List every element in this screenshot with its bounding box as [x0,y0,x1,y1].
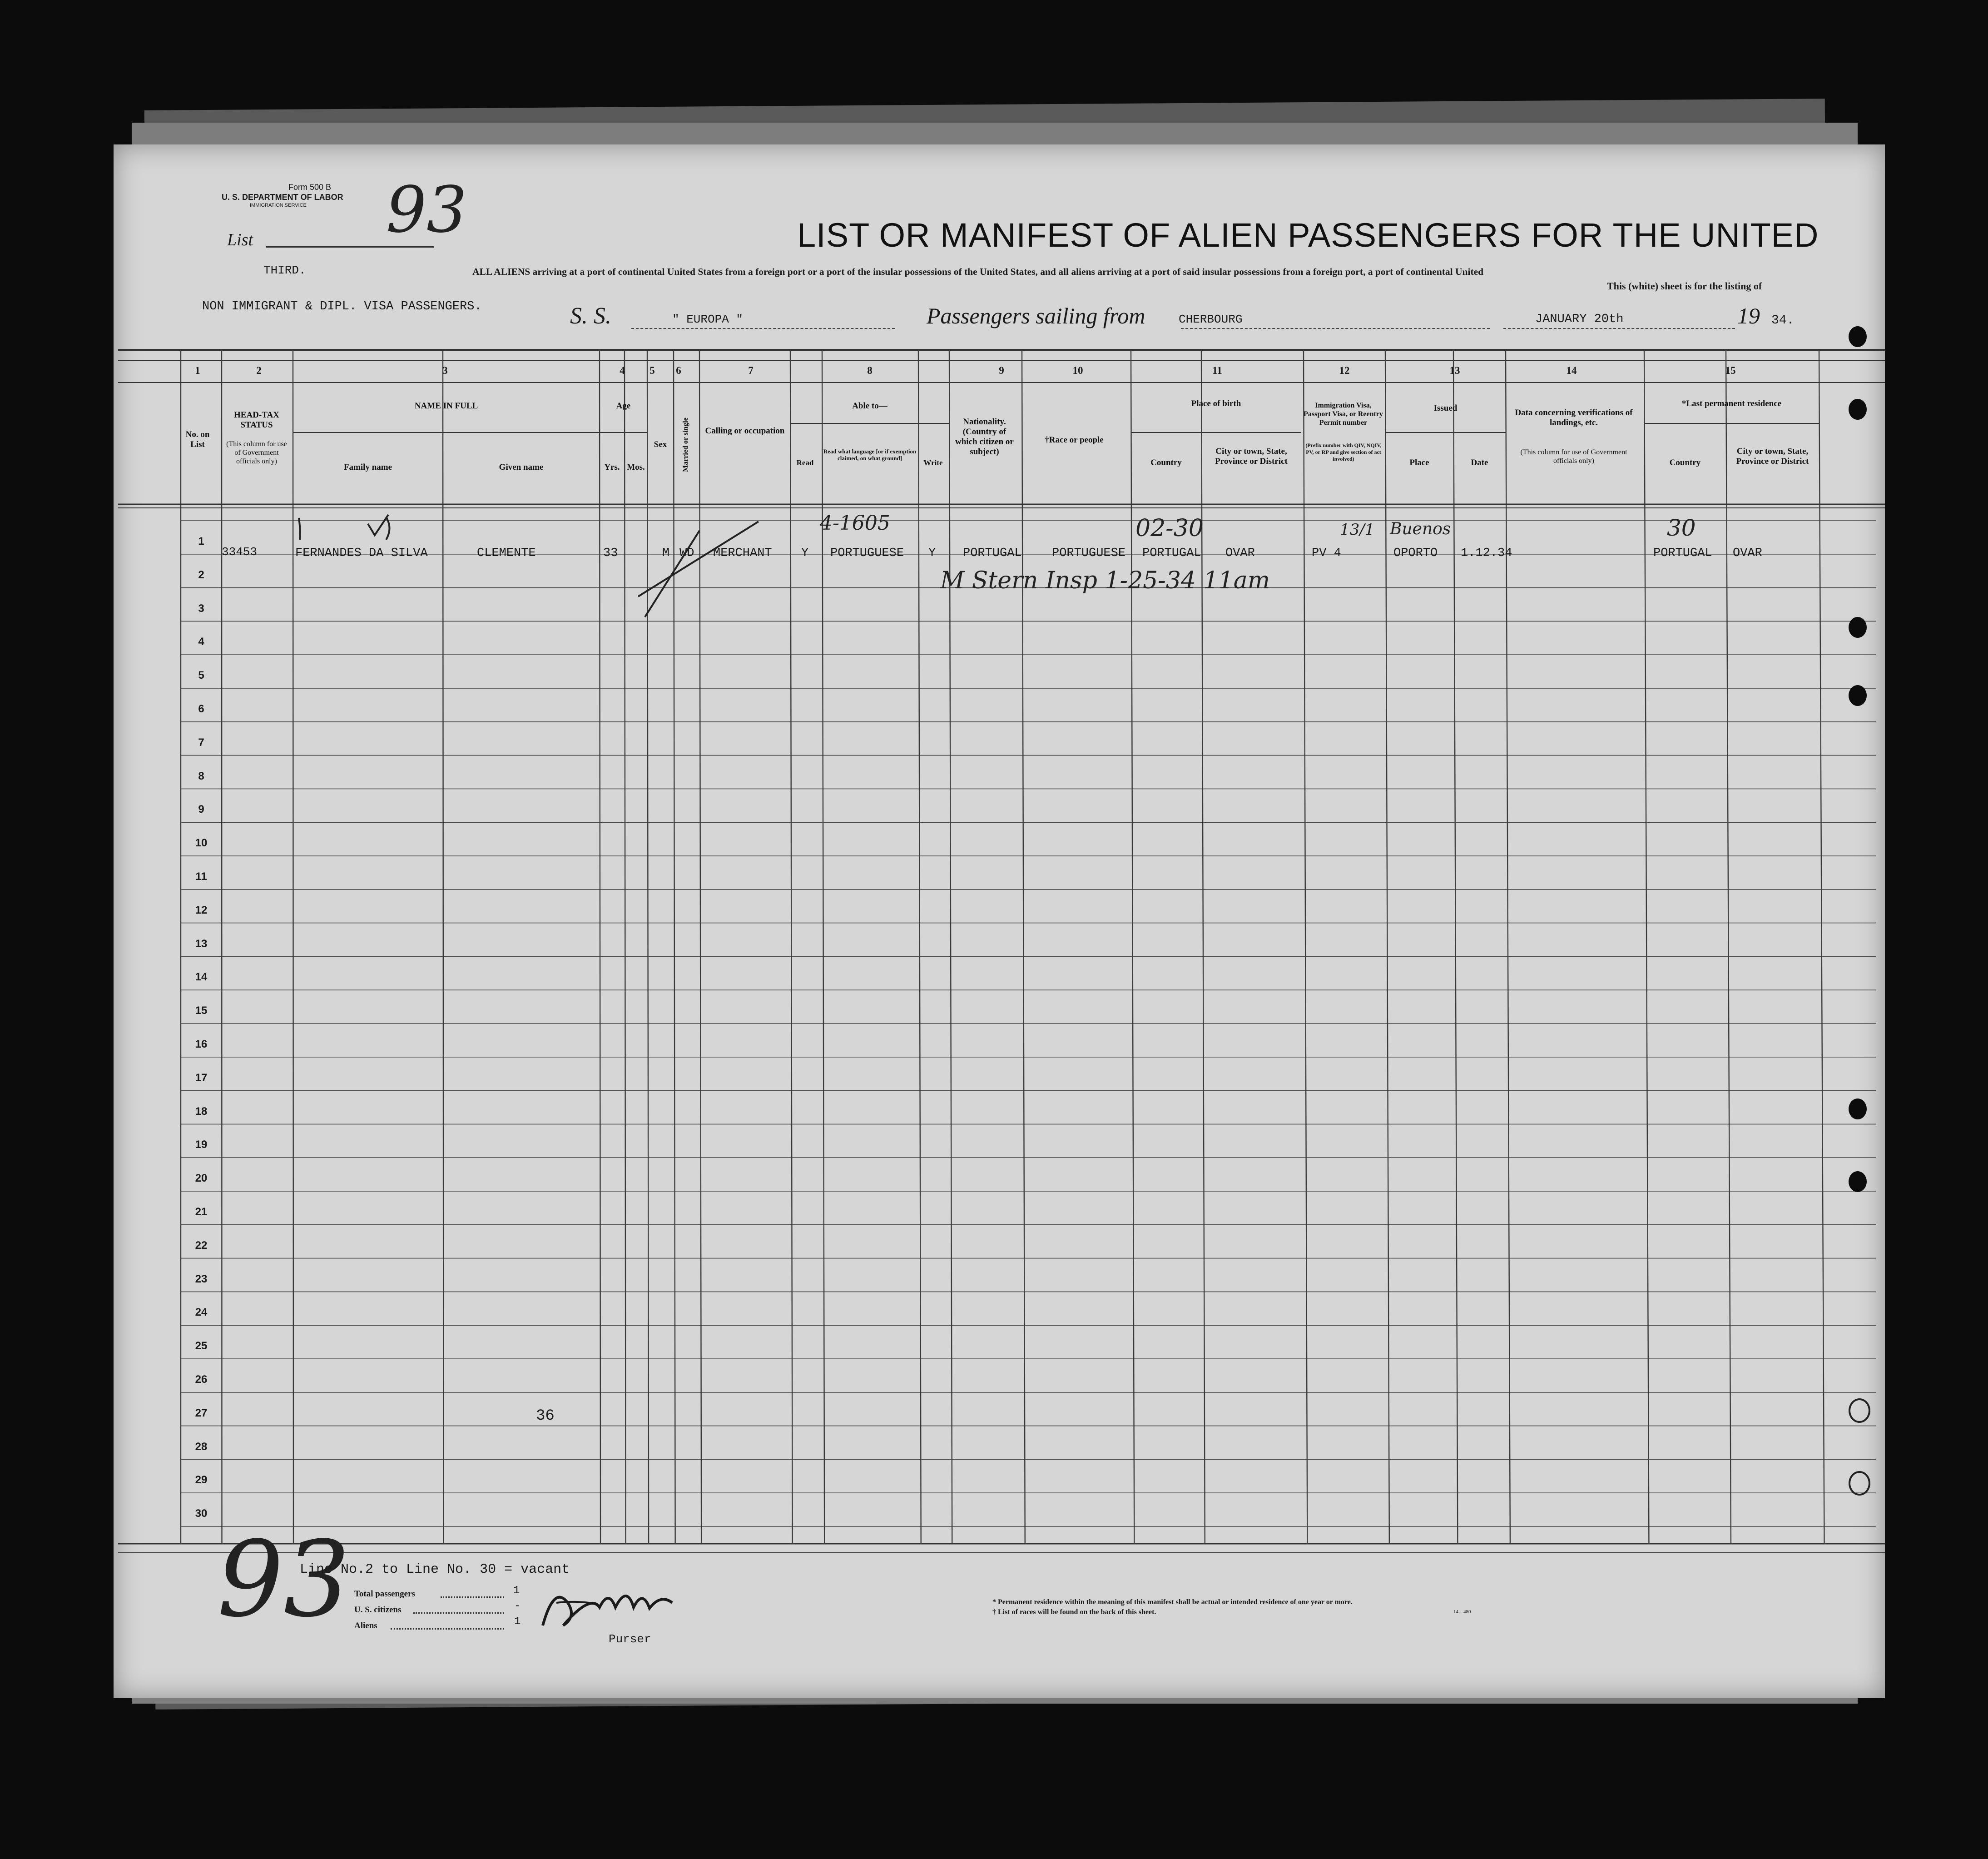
class-label: THIRD. [263,263,306,277]
header-name-in-full: NAME IN FULL [414,401,478,411]
col-number: 1 [195,365,200,376]
read-annotation: 4-1605 [820,512,890,535]
races-footnote: † List of races will be found on the back of this sheet. [992,1608,1156,1616]
header-landing-note: (This column for use of Government officials only) [1520,448,1627,465]
row-number: 13 [195,937,208,950]
row-number: 2 [198,568,204,581]
row-number: 1 [198,535,204,547]
row-number: 20 [195,1172,208,1185]
row-number: 10 [195,837,208,850]
header-age: Age [616,401,631,411]
total-passengers-label: Total passengers [354,1589,415,1599]
total-dots [441,1596,504,1598]
aliens-dots [391,1628,504,1630]
row-number: 21 [195,1206,208,1218]
passenger-read: Y [801,547,809,560]
col-number: 5 [649,365,655,376]
service-label: IMMIGRATION SERVICE [250,203,307,208]
header-given-name: Given name [499,462,544,472]
passenger-given-name: CLEMENTE [477,547,536,560]
header-age-mos: Mos. [627,462,645,472]
row-number: 17 [195,1071,208,1084]
row-number: 26 [195,1373,208,1386]
row-number: 24 [195,1306,208,1319]
header-last-residence: *Last permanent residence [1681,399,1782,408]
passenger-married: WD [679,547,694,560]
departure-date: JANUARY 20th [1535,313,1624,326]
citizens-dots [413,1612,504,1614]
col-number: 9 [999,365,1004,376]
row-number: 16 [195,1038,208,1050]
row-number: 23 [195,1272,208,1285]
passenger-occupation: MERCHANT [713,547,772,560]
col-number: 6 [676,365,681,376]
passenger-issued-date: 1.12.34 [1461,547,1512,560]
row-number: 6 [198,703,204,715]
col-number: 7 [748,365,754,376]
passenger-family-name: FERNANDES DA SILVA [295,547,428,560]
header-issued-date: Date [1471,458,1488,467]
passenger-head-tax: 33453 [222,545,258,559]
departure-port: CHERBOURG [1179,313,1243,326]
page-number: 36 [536,1407,555,1425]
year-prefix: 19 [1737,303,1760,328]
vacant-line-note: Line No.2 to Line No. 30 = vacant [300,1562,570,1577]
header-landing-data: Data concerning verifications of landings, etc. [1515,408,1633,427]
total-passengers-value: 1 [513,1585,520,1597]
col-number: 3 [442,365,448,376]
header-place-of-birth: Place of birth [1191,399,1241,408]
row-number: 27 [195,1407,208,1419]
row-number: 30 [195,1507,208,1520]
form-number: Form 500 B [288,183,332,192]
row-number: 22 [195,1239,208,1252]
inspector-note: M Stern Insp 1-25-34 11am [940,567,1270,594]
us-citizens-label: U. S. citizens [354,1605,402,1615]
binder-hole [1849,1171,1867,1192]
row-number: 11 [195,870,207,883]
residence-annotation: 30 [1667,515,1696,541]
passenger-age-yrs: 33 [603,547,618,560]
col-number: 15 [1725,365,1736,376]
row-number: 5 [198,669,204,682]
passenger-res-country: PORTUGAL [1653,547,1712,560]
purser-label: Purser [609,1632,651,1646]
issued-annotation: Buenos [1390,520,1451,538]
header-write: Write [923,458,943,467]
department-label: U. S. DEPARTMENT OF LABOR [222,193,343,202]
ss-label: S. S. [570,303,611,329]
passenger-type: NON IMMIGRANT & DIPL. VISA PASSENGERS. [202,300,482,313]
header-head-tax: HEAD-TAX STATUS [234,410,279,430]
list-label: List [227,230,253,249]
handwritten-marks [114,144,1885,1698]
header-birth-country: Country [1150,458,1182,467]
header-res-country: Country [1669,458,1701,467]
col-number: 13 [1449,365,1460,376]
sailing-label: Passengers sailing from [927,303,1145,328]
subtitle-line1: ALL ALIENS arriving at a port of continental United States from a foreign port or a port of the insular possessions of the United States, and all aliens arriving at a port of said insular possessions from a foreign port, a port of continental United [472,266,1484,277]
passenger-nationality: PORTUGAL [963,547,1022,560]
col-number: 10 [1072,365,1083,376]
passenger-birth-country: PORTUGAL [1142,547,1201,560]
header-race: †Race or people [1045,435,1104,445]
row-number: 3 [198,602,204,615]
header-head-tax-note: (This column for use of Government officials only) [226,440,287,465]
residence-footnote: * Permanent residence within the meaning of this manifest shall be actual or intended residence of one year or more. [992,1598,1353,1606]
aliens-label: Aliens [354,1621,377,1630]
passenger-write: Y [928,547,936,560]
binder-hole [1849,1098,1867,1119]
header-no-on-list: No. on List [185,430,210,449]
binder-hole [1849,685,1867,706]
passenger-birth-city: OVAR [1225,547,1255,560]
ship-name: " EUROPA " [672,313,744,326]
row-number: 18 [195,1105,208,1118]
row-number: 4 [198,636,204,648]
header-family-name: Family name [343,462,392,472]
binder-hole [1849,1471,1870,1496]
header-visa: Immigration Visa, Passport Visa, or Reentry Permit number [1304,402,1383,427]
col-number: 2 [256,365,262,376]
manifest-sheet [114,144,1885,1698]
year-suffix: 34. [1771,313,1795,328]
corner-number: 93 [217,1519,350,1640]
row-number: 29 [195,1474,208,1486]
header-visa-note: (Prefix number with QIV, NQIV, PV, or RP and give section of act involved) [1305,442,1382,462]
row-number: 28 [195,1440,208,1453]
binder-hole [1849,1398,1870,1423]
header-age-yrs: Yrs. [604,462,620,472]
col-number: 11 [1212,365,1222,376]
col-number: 8 [867,365,873,376]
purser-signature [536,1576,690,1639]
row-number: 14 [195,971,208,984]
passenger-language: PORTUGUESE [830,547,904,560]
header-nationality: Nationality. (Country of which citizen or subject) [955,417,1014,457]
header-married: Married or single [682,418,689,472]
header-res-city: City or town, State, Province or District [1736,447,1809,466]
birth-annotation: 02-30 [1135,515,1204,542]
passenger-race: PORTUGUESE [1052,547,1126,560]
subtitle-line2: This (white) sheet is for the listing of [1607,280,1762,292]
aliens-value: 1 [514,1615,521,1628]
header-birth-city: City or town, State, Province or District [1215,447,1288,466]
page-title: LIST OR MANIFEST OF ALIEN PASSENGERS FOR THE UNITED [797,216,1819,254]
header-issued-place: Place [1409,458,1429,467]
binder-hole [1849,326,1867,347]
row-number: 15 [195,1004,208,1017]
us-citizens-value: - [514,1600,521,1612]
row-number: 7 [198,736,204,749]
header-issued: Issued [1433,403,1458,413]
row-number: 19 [195,1138,208,1151]
form-code: 14—480 [1453,1609,1471,1615]
col-number: 12 [1339,365,1350,376]
list-number: 93 [386,173,467,247]
row-number: 8 [198,770,204,782]
passenger-visa: PV 4 [1312,547,1341,560]
passenger-issued-place: OPORTO [1393,547,1438,560]
visa-annotation: 13/1 [1340,521,1375,539]
header-able-to: Able to— [852,401,887,411]
binder-hole [1849,399,1867,420]
binder-hole [1849,617,1867,638]
header-calling: Calling or occupation [705,426,785,436]
passenger-sex: M [662,547,670,560]
col-number: 14 [1566,365,1577,376]
col-number: 4 [620,365,625,376]
header-read: Read [796,458,814,467]
header-read-language: Read what language [or if exemption claimed, on what ground] [823,448,917,462]
passenger-res-city: OVAR [1733,547,1762,560]
header-sex: Sex [654,440,667,449]
row-number: 9 [198,803,204,816]
row-number: 12 [195,904,208,916]
row-number: 25 [195,1340,208,1352]
